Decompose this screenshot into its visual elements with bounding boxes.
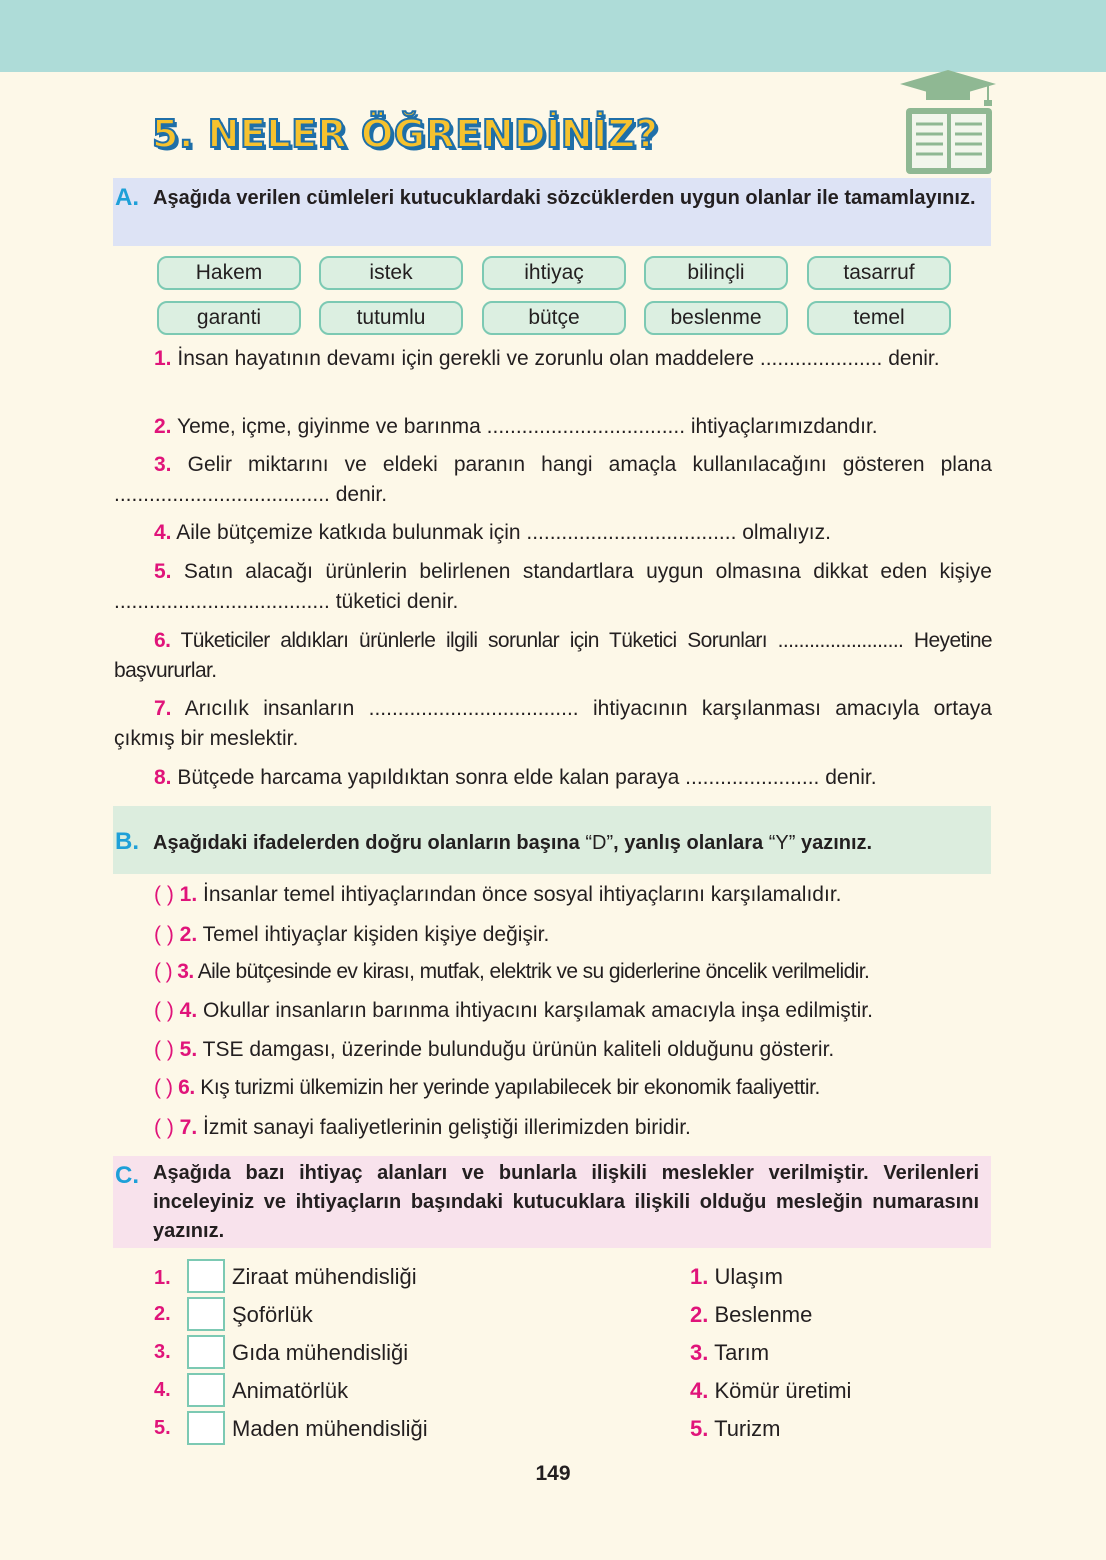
answer-box[interactable] [187,1411,225,1445]
graduation-book-icon [898,68,998,176]
answer-blank[interactable]: ( ) [154,999,174,1022]
section-b-header [113,806,991,874]
answer-blank[interactable]: ( ) [154,1076,173,1099]
word-chip: beslenme [644,301,788,335]
word-chip: temel [807,301,951,335]
word-chip: ihtiyaç [482,256,626,290]
answer-box[interactable] [187,1259,225,1293]
section-c-header [113,1156,991,1248]
answer-blank[interactable]: ( ) [154,1116,174,1139]
page-title: 5. NELER ÖĞRENDİNİZ? [152,112,659,156]
need-area-item: 2. Beslenme [690,1302,813,1327]
section-b-letter: B. [115,828,139,855]
answer-blank[interactable]: ( ) [154,923,174,946]
fill-in-item: 6. Tüketiciler aldıkları ürünlerle ilgili sorunlar için Tüketici Sorunları ........................ Heyetine başvururlar. [114,629,992,682]
section-c-instruction: Aşağıda bazı ihtiyaç alanları ve bunlarla ilişkili meslekler verilmiştir. Verilenleri inceleyiniz ve ihtiyaçların başındaki kutucuklara ilişkili olduğu mesleğin numarasını yazınız. [153,1162,979,1242]
fill-in-item: 5. Satın alacağı ürünlerin belirlenen standartlara uygun olmasına dikkat eden kişiye ..................................... tüketici denir. [114,560,992,613]
answer-box[interactable] [187,1335,225,1369]
word-chip: istek [319,256,463,290]
fill-in-item: 7. Arıcılık insanların .................................... ihtiyacının karşılanması amacıyla ortaya çıkmış bir meslektir. [114,697,992,750]
page-number: 149 [535,1462,571,1485]
true-false-item: ( ) 2. Temel ihtiyaçlar kişiden kişiye değişir. [154,923,550,946]
answer-blank[interactable]: ( ) [154,883,174,906]
profession-label: Şoförlük [232,1302,313,1327]
need-area-item: 5. Turizm [690,1416,781,1441]
profession-number: 2. [154,1303,171,1325]
profession-label: Ziraat mühendisliği [232,1264,417,1289]
section-a-instruction: Aşağıda verilen cümleleri kutucuklardaki sözcüklerden uygun olanlar ile tamamlayınız. [153,187,976,209]
profession-label: Animatörlük [232,1378,349,1403]
word-chip: Hakem [157,256,301,290]
need-area-item: 4. Kömür üretimi [690,1378,852,1403]
true-false-item: ( ) 3. Aile bütçesinde ev kirası, mutfak, elektrik ve su giderlerine öncelik verilmelidir. [154,960,870,983]
fill-in-item: 1. İnsan hayatının devamı için gerekli ve zorunlu olan maddelere ..................... denir. [154,347,940,370]
section-c-letter: C. [115,1162,139,1189]
true-false-item: ( ) 7. İzmit sanayi faaliyetlerinin geliştiği illerimizden biridir. [154,1116,691,1139]
fill-in-item: 2. Yeme, içme, giyinme ve barınma .................................. ihtiyaçlarımızdandır. [154,415,878,438]
profession-number: 3. [154,1341,171,1363]
section-b-instruction: Aşağıdaki ifadelerden doğru olanların başına “D”, yanlış olanlara “Y” yazınız. [153,832,873,854]
top-color-band [0,0,1106,72]
profession-number: 5. [154,1417,171,1439]
need-area-item: 3. Tarım [690,1340,770,1365]
section-a-header [113,178,991,246]
word-chip: tasarruf [807,256,951,290]
answer-blank[interactable]: ( ) [154,960,173,983]
profession-number: 1. [154,1267,171,1289]
word-chip: tutumlu [319,301,463,335]
fill-in-item: 3. Gelir miktarını ve eldeki paranın hangi amaçla kullanılacağını gösteren plana ..................................... denir. [114,453,992,506]
fill-in-item: 4. Aile bütçemize katkıda bulunmak için .................................... olmalıyız. [154,521,831,544]
section-a-letter: A. [115,184,139,211]
true-false-item: ( ) 6. Kış turizmi ülkemizin her yerinde yapılabilecek bir ekonomik faaliyettir. [154,1076,820,1099]
answer-box[interactable] [187,1297,225,1331]
profession-number: 4. [154,1379,171,1401]
answer-box[interactable] [187,1373,225,1407]
profession-label: Gıda mühendisliği [232,1340,409,1365]
profession-label: Maden mühendisliği [232,1416,428,1441]
true-false-item: ( ) 5. TSE damgası, üzerinde bulunduğu ürünün kaliteli olduğunu gösterir. [154,1038,835,1061]
word-chip: garanti [157,301,301,335]
answer-blank[interactable]: ( ) [154,1038,174,1061]
true-false-item: ( ) 1. İnsanlar temel ihtiyaçlarından önce sosyal ihtiyaçlarını karşılamalıdır. [154,883,842,906]
fill-in-item: 8. Bütçede harcama yapıldıktan sonra elde kalan paraya ....................... denir. [154,766,877,789]
word-chip: bütçe [482,301,626,335]
true-false-item: ( ) 4. Okullar insanların barınma ihtiyacını karşılamak amacıyla inşa edilmiştir. [154,999,873,1022]
word-chip: bilinçli [644,256,788,290]
need-area-item: 1. Ulaşım [690,1264,783,1289]
